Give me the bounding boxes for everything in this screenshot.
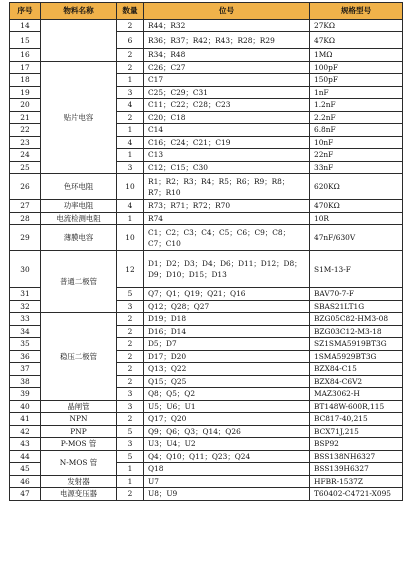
table-row: 34 2 D16；D14 BZG03C12-M3-18 — [10, 325, 403, 338]
material-name-cell — [41, 20, 117, 62]
table-row: 44 N-MOS 管 5 Q4；Q10；Q11；Q23；Q24 BSS138NH6327 — [10, 450, 403, 463]
bom-table — [9, 2, 403, 501]
table-row: 26 色环电阻 10 R1；R2；R3；R4；R5；R6；R9；R8；R7；R10 620KΩ — [10, 174, 403, 200]
table-row: 24 1 C13 22nF — [10, 149, 403, 162]
table-row: 36 2 D17；D20 1SMA5929BT3G — [10, 350, 403, 363]
table-row: 41 NPN 2 Q17；Q20 BC817-40,215 — [10, 413, 403, 426]
material-name-cell: PNP — [41, 425, 117, 438]
table-row: 30 普通二极管 12 D1；D2；D3；D4；D6；D11；D12；D8；D9；D10；D15；D13 S1M-13-F — [10, 251, 403, 288]
material-name-cell: NPN — [41, 413, 117, 426]
table-row: 40 晶闸管 3 U5；U6；U1 BT148W-600R,115 — [10, 400, 403, 413]
material-name-cell: 电流检测电阻 — [41, 212, 117, 224]
table-row: 33 稳压二极管 2 D19；D18 BZG05C82-HM3-08 — [10, 313, 403, 326]
table-row: 27 功率电阻 4 R73；R71；R72；R70 470KΩ — [10, 200, 403, 212]
material-name-cell: 色环电阻 — [41, 174, 117, 200]
table-row: 25 3 C12；C15；C30 33nF — [10, 161, 403, 174]
table-row: 15 6 R36；R37；R42；R43；R28；R29 47KΩ — [10, 32, 403, 49]
table-row: 39 3 Q8；Q5；Q2 MAZ3062-H — [10, 388, 403, 401]
table-row: 37 2 Q13；Q22 BZX84-C15 — [10, 363, 403, 376]
material-name-cell: 贴片电容 — [41, 61, 117, 174]
table-row: 43 P-MOS 管 3 U3；U4；U2 BSP92 — [10, 438, 403, 451]
material-name-cell: 普通二极管 — [41, 251, 117, 313]
header-material-name: 物料名称 — [41, 3, 117, 20]
material-name-cell: 稳压二极管 — [41, 313, 117, 401]
table-row: 18 1 C17 150pF — [10, 74, 403, 87]
table-row: 28 电流检测电阻 1 R74 10R — [10, 212, 403, 224]
table-row: 21 2 C20；C18 2.2nF — [10, 111, 403, 124]
material-name-cell: P-MOS 管 — [41, 438, 117, 451]
table-row: 31 5 Q7；Q1；Q19；Q21；Q16 BAV70-7-F — [10, 288, 403, 301]
table-row: 47 电源变压器 2 U8；U9 T60402-C4721-X095 — [10, 488, 403, 501]
table-row: 23 4 C16；C24；C21；C19 10nF — [10, 136, 403, 149]
header-spec: 规格型号 — [310, 3, 403, 20]
bom-table-container — [9, 2, 402, 501]
table-row: 45 1 Q18 BSS139H6327 — [10, 463, 403, 476]
table-row: 32 3 Q12；Q28；Q27 SBAS21LT1G — [10, 300, 403, 313]
material-name-cell: 发射器 — [41, 475, 117, 488]
table-row: 20 4 C11；C22；C28；C23 1.2nF — [10, 99, 403, 112]
header-position: 位号 — [144, 3, 310, 20]
header-quantity: 数量 — [117, 3, 144, 20]
table-row: 14 2 R44；R32 27KΩ — [10, 20, 403, 32]
material-name-cell: 晶闸管 — [41, 400, 117, 413]
material-name-cell: 薄膜电容 — [41, 225, 117, 251]
table-row: 22 1 C14 6.8nF — [10, 124, 403, 137]
material-name-cell: N-MOS 管 — [41, 450, 117, 475]
table-row: 42 PNP 5 Q9；Q6；Q3；Q14；Q26 BCX71J,215 — [10, 425, 403, 438]
material-name-cell: 电源变压器 — [41, 488, 117, 501]
table-row: 17 贴片电容 2 C26；C27 100pF — [10, 61, 403, 74]
table-row: 16 2 R34；R48 1MΩ — [10, 49, 403, 61]
table-row: 35 2 D5；D7 SZ1SMA5919BT3G — [10, 338, 403, 351]
header-index: 序号 — [10, 3, 41, 20]
table-row: 46 发射器 1 U7 HFBR-1537Z — [10, 475, 403, 488]
table-row: 29 薄膜电容 10 C1；C2；C3；C4；C5；C6；C9；C8；C7；C10 47nF/630V — [10, 225, 403, 251]
material-name-cell: 功率电阻 — [41, 200, 117, 212]
table-row: 19 3 C25；C29；C31 1nF — [10, 86, 403, 99]
table-row: 38 2 Q15；Q25 BZX84-C6V2 — [10, 375, 403, 388]
header-row — [10, 3, 403, 20]
